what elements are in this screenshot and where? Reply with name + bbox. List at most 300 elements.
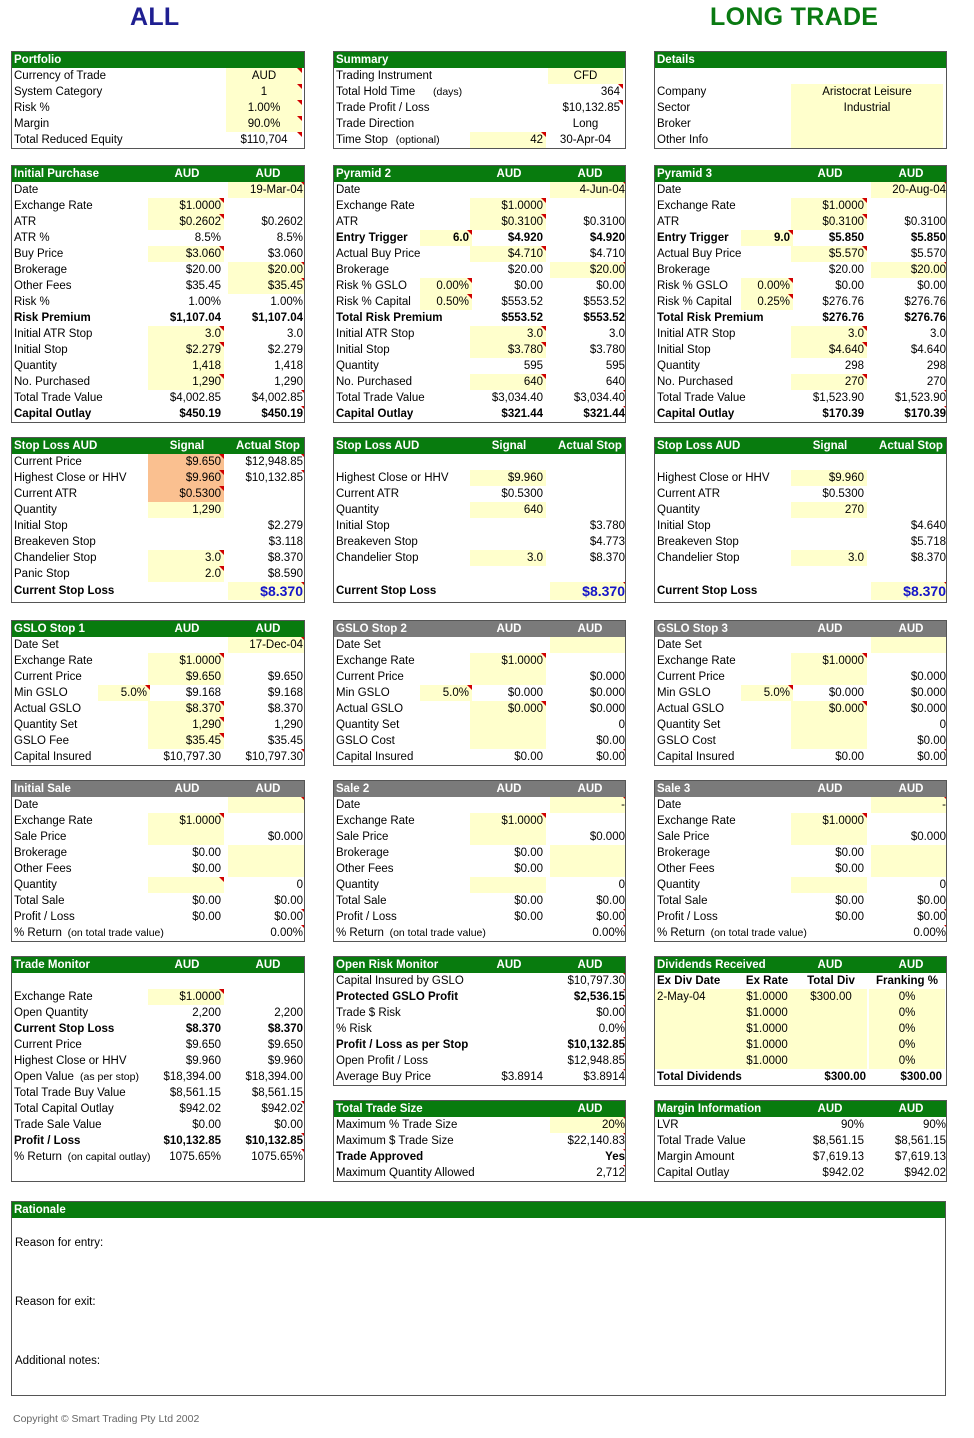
initial-purchase-title: Initial Purchase [14,168,100,180]
input-cell[interactable]: 20% [550,1117,626,1133]
details-label: Company [657,86,707,98]
column-header: AUD [577,783,603,795]
sale1-label: Quantity [14,879,57,891]
portfolio-label: Margin [14,118,50,130]
input-cell[interactable]: Aristocrat Leisure [791,84,943,100]
input-cell[interactable]: 2.0 [148,566,224,582]
input-cell[interactable]: $9.650 [148,669,224,685]
open-risk-label: % Risk [336,1023,372,1035]
value-cell: $942.02 [228,1101,305,1117]
value-cell [148,534,224,550]
input-cell[interactable]: $1.0000 [470,813,546,829]
input-cell[interactable]: 270 [791,502,867,518]
value-cell: $9.960 [267,1055,303,1067]
input-cell[interactable]: 1.00% [226,100,302,116]
input-cell[interactable]: $1.0000 [791,813,867,829]
input-cell[interactable]: 3.0 [791,550,867,566]
summary-header [334,52,625,68]
sale2-label: Quantity [336,879,379,891]
input-cell[interactable]: 3.0 [148,550,224,566]
stoploss1-header [12,438,304,454]
input-cell[interactable]: $1.0000 [470,653,546,669]
multiplier-input[interactable]: 0.00% [741,278,793,294]
trade-monitor-label: Open Quantity [14,1007,89,1019]
value-cell: 298 [926,360,946,372]
row-initial-stop [655,518,946,534]
value-cell: $553.52 [501,296,543,308]
value-cell: $1,523.90 [812,392,864,404]
pyramid2-label: ATR [336,216,359,228]
pyramid2-label: Total Trade Value [336,392,425,404]
value-cell [228,502,305,518]
sale2-label: Brokerage [336,847,390,859]
gslo1-label: Capital Insured [14,751,92,763]
value-cell: $0.00 [274,895,303,907]
details-title: Details [657,54,695,66]
value-cell: $0.000 [828,687,864,699]
value-cell [550,813,626,829]
input-cell[interactable]: 1,290 [148,717,224,733]
value-cell: $20.00 [828,264,864,276]
panel-details [654,51,947,149]
dividend-row [655,1037,946,1053]
value-cell [228,486,305,502]
panel-gslo3 [654,620,947,766]
input-cell[interactable]: $3.060 [148,246,224,262]
dividends-column-label: Total Div [807,975,855,987]
value-cell [228,813,305,829]
input-cell[interactable] [550,637,626,653]
value-cell: 3.0 [930,328,946,340]
value-cell [470,1117,546,1133]
panel-initial-purchase [11,165,305,423]
sale2-header [334,781,625,797]
row-other-fees [655,861,946,877]
column-header: AUD [496,959,522,971]
input-cell[interactable]: $1.0000 [148,198,224,214]
gslo2-label: Min GSLO [336,687,390,699]
input-cell[interactable] [228,861,305,877]
open-risk-title: Open Risk Monitor [336,959,439,971]
gslo1-label: Current Price [14,671,82,683]
column-header: AUD [496,783,522,795]
input-cell[interactable] [470,669,546,685]
input-cell[interactable] [791,877,867,893]
value-cell: $4.710 [589,248,625,260]
pyramid3-label: Capital Outlay [657,408,735,420]
gslo1-header [12,621,304,637]
row--return [655,925,946,941]
panel-margin [654,1100,947,1182]
input-cell[interactable]: 3.0 [470,326,546,342]
value-cell: $0.000 [589,687,625,699]
dividend-cell [795,1037,867,1053]
value-cell: $942.02 [822,1167,864,1179]
sale2-label: Profit / Loss [336,911,397,923]
value-cell: $10,132.85 [163,1135,221,1147]
row-min-gslo [655,685,946,701]
trade-monitor-label: % Return [14,1151,62,1163]
value-cell [791,797,867,813]
panel-gslo1 [11,620,305,766]
input-cell[interactable]: 3.0 [470,550,546,566]
pyramid3-label: Total Risk Premium [657,312,764,324]
input-cell[interactable] [871,861,947,877]
row-actual-buy-price [655,246,946,262]
value-cell: $9.168 [185,687,221,699]
input-cell[interactable]: 20-Aug-04 [871,182,947,198]
input-cell[interactable]: $0.3100 [470,214,546,230]
input-cell[interactable]: 3.0 [148,326,224,342]
row-atr [12,214,304,230]
input-cell[interactable] [470,733,546,749]
input-cell[interactable]: 42 [470,132,546,148]
input-cell[interactable]: 1 [226,84,302,100]
dividends-total-value: $300.00 [900,1071,942,1083]
dividend-cell: $300.00 [810,991,852,1003]
input-cell[interactable] [550,861,626,877]
sale1-label: Profit / Loss [14,911,75,923]
input-cell[interactable]: $35.45 [148,733,224,749]
input-cell[interactable] [148,877,224,893]
trade-monitor-title: Trade Monitor [14,959,91,971]
input-cell[interactable]: 640 [470,502,546,518]
row-initial-atr-stop [12,326,304,342]
input-cell[interactable]: $8.370 [550,582,626,600]
row-buy-price [12,246,304,262]
input-cell[interactable]: $1.0000 [148,989,224,1005]
value-cell: 298 [844,360,864,372]
label-suffix: (on total trade value) [67,927,164,939]
sale3-label: Date [657,799,682,811]
input-cell[interactable]: $9.650 [148,454,224,470]
row-capital-insured [12,749,304,765]
portfolio-label: Risk % [14,102,50,114]
multiplier-input[interactable]: 9.0 [741,230,793,246]
input-cell[interactable] [791,116,943,132]
value-cell [148,925,224,941]
stoploss1-label: Current Stop Loss [14,585,115,597]
input-cell[interactable]: 1,418 [148,358,224,374]
value-cell: 1075.65% [228,1149,305,1165]
trade-monitor-label: Current Price [14,1039,82,1051]
row-profit-loss [655,909,946,925]
value-cell: Long [572,118,599,130]
value-cell: $10,797.30 [550,973,626,989]
row-open-profit-loss [334,1053,625,1069]
dividends-total-aud: $300.00 [824,1071,866,1083]
input-cell[interactable]: AUD [226,68,302,84]
input-cell[interactable]: $1.0000 [791,653,867,669]
row-exchange-rate [655,198,946,214]
input-cell[interactable] [148,829,224,845]
value-cell: $0.00 [514,847,543,859]
trade-size-header [334,1101,625,1117]
row-sale-price [655,829,946,845]
sale1-label: Other Fees [14,863,72,875]
row-total-reduced-equity [12,132,304,148]
row-breakeven-stop [655,534,946,550]
input-cell[interactable]: 4-Jun-04 [550,182,626,198]
initial-purchase-label: Other Fees [14,280,72,292]
input-cell[interactable]: $8.370 [228,582,305,600]
row-min-gslo [334,685,625,701]
value-cell [470,1053,546,1069]
row-panic-stop [12,566,304,582]
input-cell[interactable] [871,845,947,861]
stoploss1-label: Current Price [14,456,82,468]
input-cell[interactable]: $0.3100 [791,214,867,230]
pyramid3-label: Brokerage [657,264,711,276]
row-capital-outlay [12,406,304,422]
input-cell[interactable] [871,637,947,653]
input-cell[interactable]: Industrial [791,100,943,116]
label-suffix: (days) [433,86,463,98]
input-cell[interactable]: $2.279 [148,342,224,358]
input-cell[interactable]: $0.2602 [148,214,224,230]
initial-purchase-label: Risk Premium [14,312,91,324]
row-actual-gslo [334,701,625,717]
pyramid2-label: Entry Trigger [336,232,408,244]
row-quantity-set [334,717,625,733]
input-cell[interactable]: $5.570 [791,246,867,262]
row-current-price [12,1037,304,1053]
value-cell: $0.00 [835,751,864,763]
dividend-row [655,1005,946,1021]
column-header: AUD [898,168,924,180]
input-cell[interactable]: $8.370 [871,582,947,600]
value-cell: $0.3100 [583,216,625,228]
column-header: AUD [817,959,843,971]
input-cell[interactable]: 90.0% [226,116,302,132]
value-cell: $20.00 [185,264,221,276]
input-cell[interactable]: $20.00 [228,262,305,278]
input-cell[interactable]: $9.960 [148,470,224,486]
input-cell[interactable] [791,717,867,733]
value-cell: 595 [523,360,543,372]
row-quantity [334,358,625,374]
value-cell: $18,394.00 [245,1071,303,1083]
gslo3-label: Quantity Set [657,719,721,731]
row-protected-gslo-profit [334,989,625,1005]
copyright: Copyright © Smart Trading Pty Ltd 2002 [13,1413,200,1425]
pyramid3-label: No. Purchased [657,376,734,388]
input-cell[interactable] [228,845,305,861]
value-cell: $8.370 [910,552,946,564]
input-cell[interactable]: $1.0000 [470,198,546,214]
value-cell: $3.8914 [550,1069,626,1085]
value-cell: $0.00 [835,863,864,875]
input-cell[interactable]: $4.710 [470,246,546,262]
row-breakeven-stop [12,534,304,550]
value-cell [470,534,546,550]
value-cell: $4.640 [910,520,946,532]
stoploss3-label: Breakeven Stop [657,536,739,548]
input-cell[interactable]: $1.0000 [148,653,224,669]
column-header: AUD [255,959,281,971]
input-cell[interactable]: $0.5300 [148,486,224,502]
multiplier-input[interactable]: 5.0% [98,685,150,701]
input-cell[interactable] [470,829,546,845]
value-cell: $5.850 [828,232,864,244]
gslo3-title: GSLO Stop 3 [657,623,728,635]
input-cell[interactable]: 640 [470,374,546,390]
input-cell[interactable]: 3.0 [791,326,867,342]
pyramid3-label: ATR [657,216,680,228]
value-cell: $450.19 [228,406,305,422]
details-label: Broker [657,118,691,130]
value-cell: $9.650 [267,1039,303,1051]
row-system-category [12,84,304,100]
input-cell[interactable]: $4.640 [791,342,867,358]
input-cell[interactable] [228,797,305,813]
input-cell[interactable] [470,717,546,733]
input-cell[interactable]: $1.0000 [148,813,224,829]
value-cell: 1,290 [274,719,303,731]
column-header: AUD [255,783,281,795]
column-header: AUD [898,959,924,971]
additional-notes-label: Additional notes: [15,1355,101,1367]
row-profit-loss [12,1133,304,1149]
value-cell [871,653,947,669]
input-cell[interactable]: 1,290 [148,374,224,390]
input-cell[interactable] [791,669,867,685]
input-cell[interactable]: $3.780 [470,342,546,358]
input-cell[interactable]: $20.00 [550,262,626,278]
value-cell: 1.00% [270,296,303,308]
stoploss3-header [655,438,946,454]
input-cell[interactable] [791,132,943,148]
row-brokerage [334,845,625,861]
value-cell: $276.76 [822,312,864,324]
multiplier-input[interactable]: 5.0% [420,685,472,701]
input-cell[interactable]: 270 [791,374,867,390]
multiplier-input[interactable]: 0.50% [420,294,472,310]
value-cell [148,637,224,653]
gslo3-header [655,621,946,637]
input-cell[interactable] [470,877,546,893]
stoploss2-label: Current Stop Loss [336,585,437,597]
pyramid3-label: Total Trade Value [657,392,746,404]
value-cell: 364 [548,84,623,100]
multiplier-input[interactable]: 6.0 [420,230,472,246]
row-other-fees [12,861,304,877]
row-atr [334,214,625,230]
value-cell [228,989,305,1005]
row-total-trade-buy-value [12,1085,304,1101]
dividend-row [655,989,946,1005]
row-actual-buy-price [334,246,625,262]
input-cell[interactable]: 1,290 [148,502,224,518]
gslo2-label: Date Set [336,639,381,651]
value-cell: $0.000 [910,671,946,683]
dividend-cell [657,1053,737,1069]
row-open-quantity [12,1005,304,1021]
value-cell [470,925,546,941]
dividend-cell [795,1053,867,1069]
value-cell: $12,948.85 [550,1053,626,1069]
label-suffix: (on capital outlay) [67,1151,151,1163]
dividend-cell [657,1037,737,1053]
value-cell: $0.000 [910,831,946,843]
stoploss2-label: Breakeven Stop [336,536,418,548]
row-risk [12,294,304,310]
value-cell [148,182,224,198]
input-cell[interactable]: $35.45 [228,278,305,294]
row-profit-loss [334,909,625,925]
value-cell: $0.00 [835,895,864,907]
row-actual-gslo [12,701,304,717]
input-cell[interactable]: $0.000 [470,701,546,717]
value-cell: $0.000 [589,831,625,843]
portfolio-label: Currency of Trade [14,70,107,82]
trade-size-label: Maximum % Trade Size [336,1119,458,1131]
row-risk-gslo [334,278,625,294]
value-cell [470,1021,546,1037]
sale1-label: Sale Price [14,831,67,843]
row-margin [12,116,304,132]
value-cell: $10,797.30 [228,749,305,765]
row-no-purchased [12,374,304,390]
value-cell: 8.5% [276,232,303,244]
value-cell: 2,200 [192,1007,221,1019]
input-cell[interactable] [791,733,867,749]
input-cell[interactable]: $9.960 [470,470,546,486]
panel-gslo2 [333,620,626,766]
gslo1-label: Actual GSLO [14,703,82,715]
pyramid3-label: Exchange Rate [657,200,736,212]
multiplier-input[interactable]: 5.0% [741,685,793,701]
value-cell: $8,561.15 [251,1087,303,1099]
row--risk [334,1021,625,1037]
dividend-row [655,1021,946,1037]
margin-label: Margin Amount [657,1151,735,1163]
input-cell[interactable]: $8.370 [148,701,224,717]
input-cell[interactable]: $0.000 [791,701,867,717]
details-header [655,52,946,68]
input-cell[interactable] [791,829,867,845]
stoploss2-label: Current ATR [336,488,400,500]
row-risk-premium [12,310,304,326]
multiplier-input[interactable]: 0.25% [741,294,793,310]
trade-monitor-label: Total Trade Buy Value [14,1087,126,1099]
input-cell[interactable]: - [871,797,947,813]
dividend-cell: 0% [898,1055,916,1067]
dividends-total-row [655,1069,946,1085]
gslo2-label: Capital Insured [336,751,414,763]
input-cell[interactable]: 19-Mar-04 [228,182,305,198]
multiplier-input[interactable]: 0.00% [420,278,472,294]
input-cell[interactable]: - [550,797,626,813]
input-cell[interactable]: $1.0000 [791,198,867,214]
input-cell[interactable]: CFD [548,68,623,84]
panel-stoploss2 [333,437,626,603]
value-cell: $0.000 [910,687,946,699]
input-cell[interactable] [550,845,626,861]
input-cell[interactable]: 17-Dec-04 [228,637,305,653]
row-quantity [12,502,304,518]
sale2-label: Exchange Rate [336,815,415,827]
dividend-row [655,1053,946,1069]
input-cell[interactable]: $20.00 [871,262,947,278]
input-cell[interactable]: $9.960 [791,470,867,486]
gslo1-title: GSLO Stop 1 [14,623,85,635]
value-cell: 595 [605,360,625,372]
summary-title: Summary [336,54,389,66]
value-cell: $18,394.00 [163,1071,221,1083]
value-cell [470,1133,546,1149]
sale3-label: Profit / Loss [657,911,718,923]
